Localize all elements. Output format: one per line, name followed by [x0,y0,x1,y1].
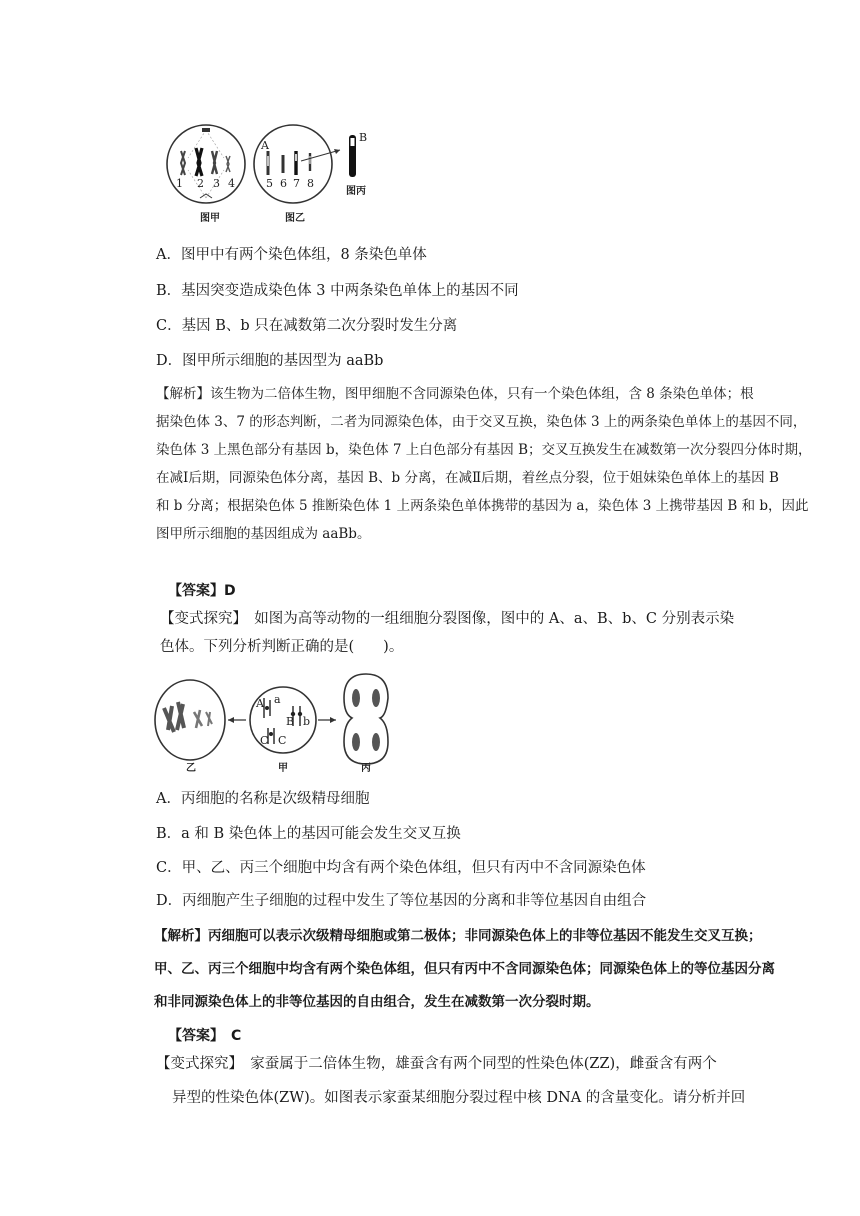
q2-option-d: D．丙细胞产生子细胞的过程中发生了等位基因的分离和非等位基因自由组合 [156,893,647,909]
q2-option-b: B．a 和 B 染色体上的基因可能会发生交叉互换 [156,826,461,842]
cell-bing-2 [344,674,388,774]
label-jia: 甲 [278,763,288,774]
gene-label-B: B [359,131,368,144]
gene-label-A: A [261,139,269,152]
figure-2 [150,668,390,774]
q1-option-a: A．图甲中有两个染色体组，8 条染色单体 [156,247,427,263]
chromosome-number-6: 6 [280,177,287,190]
cell-jia [167,125,245,224]
analysis-line: 据染色体 3、7 的形态判断，二者为同源染色体，由于交叉互换，染色体 3 上的两条染色单体上的基因不同， [156,414,807,430]
q1-analysis [156,380,812,548]
analysis-line: 染色体 3 上黑色部分有基因 b，染色体 7 上白色部分有基因 B；交叉互换发生在减数第一次分裂四分体时期， [156,442,812,458]
q1-option-d: D．图甲所示细胞的基因型为 aaBb [156,353,384,369]
chromosome-number-1: 1 [176,177,183,190]
analysis-line: 在减Ⅰ后期，同源染色体分离，基因 B、b 分离，在减Ⅱ后期，着丝点分裂，位于姐妹染色单体上的基因 B [156,470,779,486]
q2-analysis [154,920,775,1019]
chromosome-number-4: 4 [228,177,235,190]
cell-yi-2 [155,680,225,774]
q1-option-c: C．基因 B、b 只在减数第二次分裂时发生分离 [156,318,458,334]
analysis-line: 和 b 分离；根据染色体 5 推断染色体 1 上两条染色单体携带的基因为 a，染色体 3 上携带基因 B 和 b，因此 [156,498,809,514]
label-tu-jia: 图甲 [200,213,220,224]
chromosome-number-5: 5 [266,177,273,190]
chromosome-number-7: 7 [293,177,300,190]
q2-option-c: C．甲、乙、丙三个细胞中均含有两个染色体组，但只有丙中不含同源染色体 [156,860,646,876]
analysis-line: 【解析】丙细胞可以表示次级精母细胞或第二极体；非同源染色体上的非等位基因不能发生交叉互换； [154,928,762,944]
q1-answer: 【答案】D [168,583,236,599]
chromosome-number-3: 3 [213,177,220,190]
gene-b: b [303,715,311,728]
cell-jia-2 [250,687,316,774]
gene-B: B [286,715,295,728]
analysis-line: 图甲所示细胞的基因组成为 aaBb。 [156,526,371,542]
variant1-stem-line1: 【变式探究】 如图为高等动物的一组细胞分裂图像，图中的 A、a、B、b、C 分别表示染 [160,611,735,627]
variant1-stem-line2: 色体。下列分析判断正确的是( )。 [160,639,404,655]
chromosome-number-8: 8 [307,177,314,190]
variant2-stem-line1: 【变式探究】 家蚕属于二倍体生物，雄蚕含有两个同型的性染色体(ZZ)，雌蚕含有两个 [156,1056,717,1072]
analysis-line: 甲、乙、丙三个细胞中均含有两个染色体组，但只有丙中不含同源染色体；同源染色体上的等位基因分离 [154,961,775,977]
label-tu-yi: 图乙 [285,213,305,224]
chromosome-number-2: 2 [197,177,204,190]
chromosome-bing [346,131,367,197]
variant2-stem-line2: 异型的性染色体(ZW)。如图表示家蚕某细胞分裂过程中核 DNA 的含量变化。请分析并回 [172,1090,746,1106]
gene-a: a [274,693,281,706]
q1-option-b: B．基因突变造成染色体 3 中两条染色单体上的基因不同 [156,283,519,299]
gene-C-2: C [278,734,287,747]
analysis-line: 【解析】该生物为二倍体生物，图甲细胞不含同源染色体，只有一个染色体组，含 8 条染色单体；根 [156,386,754,402]
label-tu-bing: 图丙 [346,186,366,197]
figure-1 [160,118,400,230]
analysis-line: 和非同源染色体上的非等位基因的自由组合，发生在减数第一次分裂时期。 [154,994,600,1010]
label-bing: 丙 [361,763,371,774]
gene-C-1: C [260,734,269,747]
cell-yi [254,125,340,224]
q2-answer: 【答案】 C [168,1028,242,1044]
label-yi: 乙 [186,763,196,774]
gene-A: A [256,697,264,710]
q2-option-a: A．丙细胞的名称是次级精母细胞 [156,791,370,807]
